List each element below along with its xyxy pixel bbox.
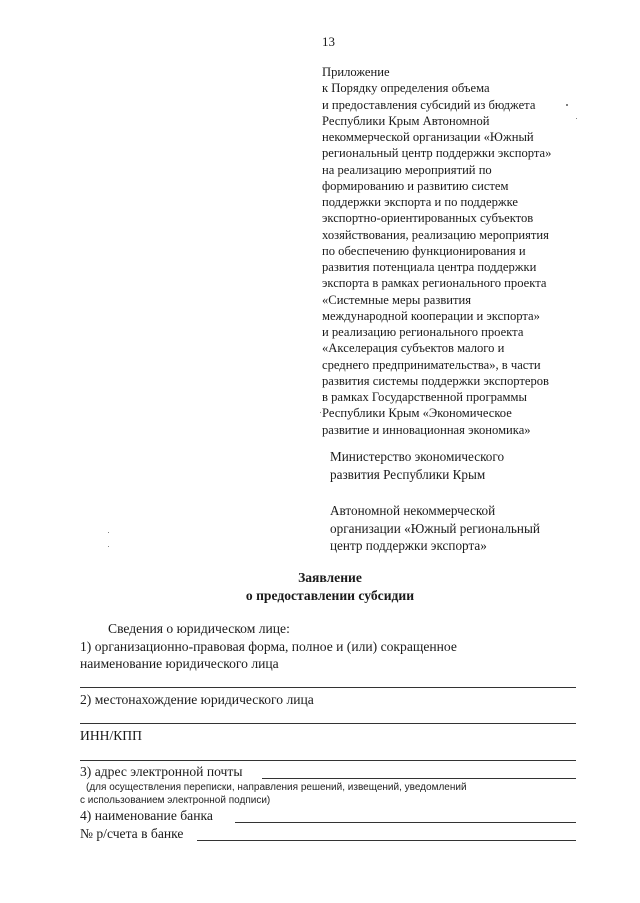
document-subtitle: о предоставлении субсидии xyxy=(245,588,415,603)
appendix-line: экспорта в рамках регионального проекта xyxy=(322,276,547,291)
document-title: Заявление xyxy=(298,570,362,585)
addressee-organization xyxy=(330,502,630,555)
scan-speck xyxy=(576,118,577,119)
appendix-block xyxy=(322,64,622,438)
field-3-label: 3) адрес электронной почты xyxy=(80,764,243,779)
appendix-line: Республики Крым Автономной xyxy=(322,113,490,128)
appendix-line: «Акселерация субъектов малого и xyxy=(322,341,505,356)
appendix-line: экспортно-ориентированных субъектов xyxy=(322,211,534,226)
field-account-fill-line[interactable] xyxy=(197,840,576,841)
appendix-line: международной кооперации и экспорта» xyxy=(322,308,540,323)
appendix-line: формированию и развитию систем xyxy=(322,178,509,193)
appendix-line: и предоставления субсидий из бюджета xyxy=(322,97,536,112)
appendix-line: на реализацию мероприятий по xyxy=(322,162,492,177)
appendix-line: Республики Крым «Экономическое xyxy=(322,406,512,421)
appendix-line: региональный центр поддержки экспорта» xyxy=(322,146,552,161)
addressee-line: Министерство экономического xyxy=(330,449,505,464)
appendix-line: развития потенциала центра поддержки xyxy=(322,260,537,274)
page-number: 13 xyxy=(322,34,335,49)
appendix-line: по обеспечению функционирования и xyxy=(322,243,526,258)
field-inn-fill-line[interactable] xyxy=(80,760,576,761)
field-account-label: № р/счета в банке xyxy=(80,826,184,841)
field-1-label-cont: наименование юридического лица xyxy=(80,656,279,671)
appendix-line: к Порядку определения объема xyxy=(322,81,490,96)
appendix-line: «Системные меры развития xyxy=(322,292,472,307)
field-2-fill-line[interactable] xyxy=(80,723,576,724)
field-2-label: 2) местонахождение юридического лица xyxy=(80,692,314,707)
appendix-line: некоммерческой организации «Южный xyxy=(322,130,534,144)
appendix-line: и реализацию регионального проекта xyxy=(322,325,524,339)
scan-speck xyxy=(320,412,321,413)
section-heading: Сведения о юридическом лице: xyxy=(108,621,290,636)
field-1-fill-line[interactable] xyxy=(80,687,576,688)
field-3-note-cont: с использованием электронной подписи) xyxy=(80,795,271,806)
appendix-line: поддержки экспорта и по поддержке xyxy=(322,195,518,209)
addressee-line: Автономной некоммерческой xyxy=(330,503,496,518)
scan-speck xyxy=(108,546,109,547)
field-inn-label: ИНН/КПП xyxy=(80,728,142,743)
field-4-label: 4) наименование банка xyxy=(80,808,213,823)
scan-speck xyxy=(108,532,109,533)
field-3-note: (для осуществления переписки, направления решений, извещений, уведомлений xyxy=(86,782,467,793)
appendix-line: развитие и инновационная экономика» xyxy=(322,422,531,437)
scan-speck xyxy=(566,104,568,106)
addressee-line: организации «Южный региональный xyxy=(330,520,540,536)
addressee-line: развития Республики Крым xyxy=(330,466,486,482)
field-4-fill-line[interactable] xyxy=(235,822,576,823)
appendix-line: развития системы поддержки экспортеров xyxy=(322,373,550,388)
appendix-line: Приложение xyxy=(322,65,390,79)
appendix-line: хозяйствования, реализацию мероприятия xyxy=(322,227,549,242)
addressee-ministry xyxy=(330,448,630,483)
appendix-line: в рамках Государственной программы xyxy=(322,390,527,404)
field-1-label: 1) организационно-правовая форма, полное и (или) сокращенное xyxy=(80,639,457,654)
appendix-line: среднего предпринимательства», в части xyxy=(322,357,541,372)
field-3-fill-line[interactable] xyxy=(262,778,576,779)
addressee-line: центр поддержки экспорта» xyxy=(330,538,487,553)
